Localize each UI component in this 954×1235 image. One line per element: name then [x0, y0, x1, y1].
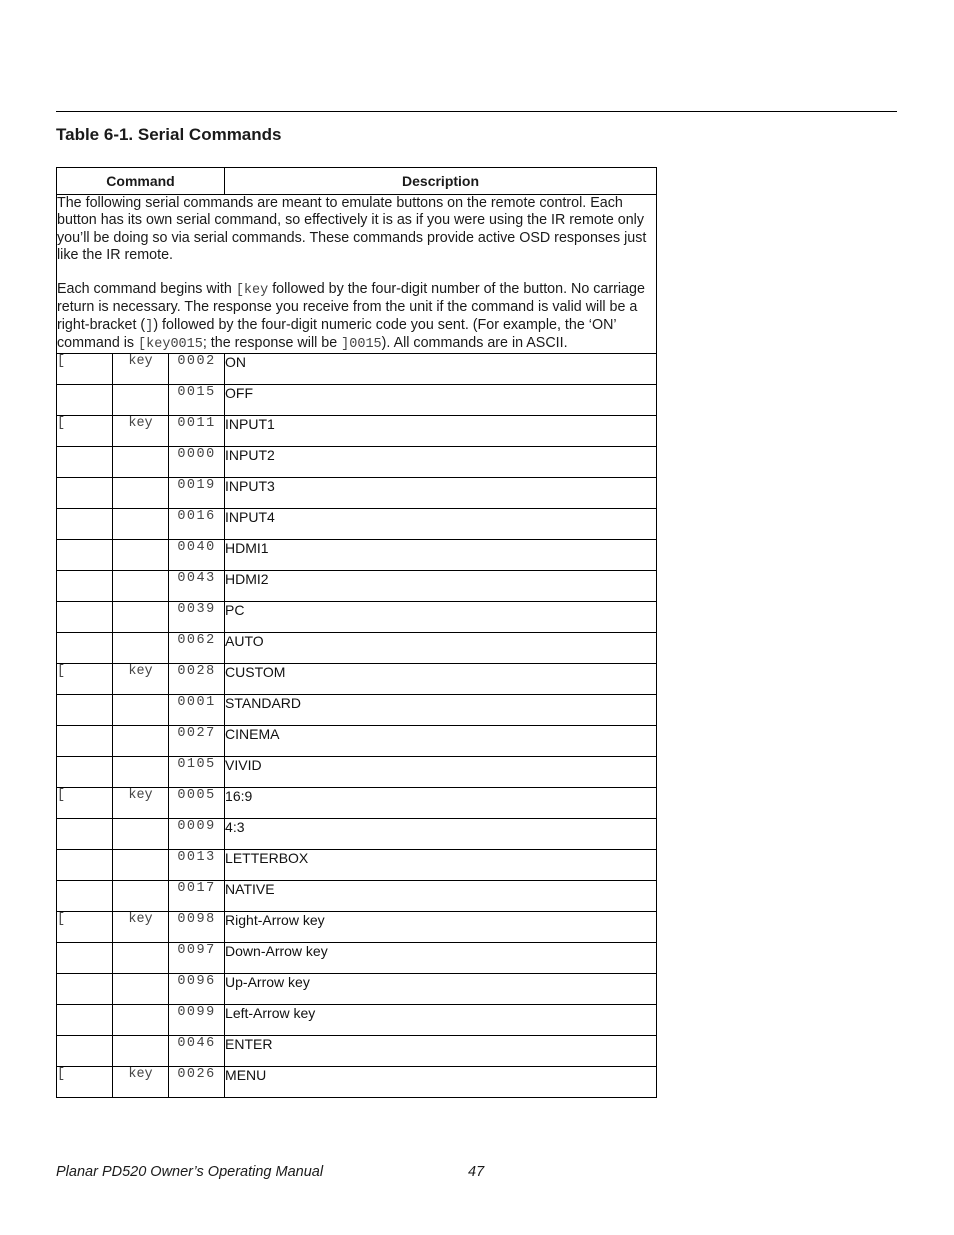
table-row: [57, 974, 657, 1005]
table-row: [57, 1036, 657, 1067]
code-cell: 0097: [169, 943, 225, 974]
description-cell: CINEMA: [225, 726, 657, 757]
table-row: [57, 695, 657, 726]
description-cell: LETTERBOX: [225, 850, 657, 881]
key-cell: [113, 974, 169, 1005]
key-cell: [113, 850, 169, 881]
code-cell: 0015: [169, 385, 225, 416]
table-row: [57, 416, 657, 447]
key-cell: key: [113, 416, 169, 447]
table-row: [57, 540, 657, 571]
code-cell: 0013: [169, 850, 225, 881]
inline-code: [key0015: [138, 337, 203, 353]
key-cell: key: [113, 912, 169, 943]
key-cell: [113, 943, 169, 974]
code-cell: 0001: [169, 695, 225, 726]
bracket-cell: [: [57, 354, 113, 385]
code-cell: 0027: [169, 726, 225, 757]
bracket-cell: [57, 819, 113, 850]
key-cell: key: [113, 354, 169, 385]
key-cell: [113, 478, 169, 509]
bracket-cell: [57, 478, 113, 509]
description-cell: INPUT3: [225, 478, 657, 509]
description-cell: PC: [225, 602, 657, 633]
header-rule: [56, 111, 897, 112]
intro-row: [57, 195, 657, 354]
description-cell: Left-Arrow key: [225, 1005, 657, 1036]
description-cell: STANDARD: [225, 695, 657, 726]
code-cell: 0016: [169, 509, 225, 540]
code-cell: 0011: [169, 416, 225, 447]
table-row: [57, 881, 657, 912]
footer-manual-title: Planar PD520 Owner’s Operating Manual: [56, 1164, 324, 1180]
key-cell: [113, 509, 169, 540]
description-cell: 4:3: [225, 819, 657, 850]
bracket-cell: [: [57, 912, 113, 943]
key-cell: [113, 385, 169, 416]
key-cell: [113, 602, 169, 633]
table-row: [57, 664, 657, 695]
intro-text: ). All commands are in ASCII.: [381, 335, 568, 352]
code-cell: 0099: [169, 1005, 225, 1036]
code-cell: 0019: [169, 478, 225, 509]
code-cell: 0043: [169, 571, 225, 602]
bracket-cell: [57, 757, 113, 788]
table-row: [57, 447, 657, 478]
description-cell: INPUT2: [225, 447, 657, 478]
bracket-cell: [57, 602, 113, 633]
code-cell: 0040: [169, 540, 225, 571]
code-cell: 0039: [169, 602, 225, 633]
table-row: [57, 571, 657, 602]
bracket-cell: [57, 540, 113, 571]
code-cell: 0005: [169, 788, 225, 819]
bracket-cell: [: [57, 1067, 113, 1098]
bracket-cell: [57, 633, 113, 664]
bracket-cell: [57, 881, 113, 912]
code-cell: 0009: [169, 819, 225, 850]
key-cell: key: [113, 788, 169, 819]
code-cell: 0000: [169, 447, 225, 478]
description-cell: HDMI1: [225, 540, 657, 571]
key-cell: [113, 633, 169, 664]
intro-text: ) followed by the four-digit numeric code you sent. (For example, the ‘ON’ command is: [57, 316, 617, 352]
serial-commands-table: [56, 167, 657, 1098]
code-cell: 0098: [169, 912, 225, 943]
code-cell: 0046: [169, 1036, 225, 1067]
description-cell: NATIVE: [225, 881, 657, 912]
description-cell: INPUT4: [225, 509, 657, 540]
description-column-header: Description: [225, 168, 657, 195]
intro-text: ; the response will be: [202, 335, 342, 352]
key-cell: key: [113, 664, 169, 695]
key-cell: [113, 757, 169, 788]
table-row: [57, 1005, 657, 1036]
table-row: [57, 354, 657, 385]
description-cell: OFF: [225, 385, 657, 416]
description-cell: CUSTOM: [225, 664, 657, 695]
table-caption: Table 6-1. Serial Commands: [56, 125, 282, 144]
table-row: [57, 757, 657, 788]
table-row: [57, 819, 657, 850]
table-row: [57, 478, 657, 509]
key-cell: [113, 881, 169, 912]
table-header-row: [57, 168, 657, 195]
table-row: [57, 509, 657, 540]
table-row: [57, 1067, 657, 1098]
description-cell: ON: [225, 354, 657, 385]
code-cell: 0096: [169, 974, 225, 1005]
bracket-cell: [57, 974, 113, 1005]
description-cell: MENU: [225, 1067, 657, 1098]
table-row: [57, 633, 657, 664]
bracket-cell: [57, 385, 113, 416]
table-row: [57, 850, 657, 881]
code-cell: 0017: [169, 881, 225, 912]
description-cell: Down-Arrow key: [225, 943, 657, 974]
bracket-cell: [57, 850, 113, 881]
code-cell: 0105: [169, 757, 225, 788]
bracket-cell: [57, 943, 113, 974]
code-cell: 0026: [169, 1067, 225, 1098]
code-cell: 0062: [169, 633, 225, 664]
description-cell: AUTO: [225, 633, 657, 664]
key-cell: [113, 1036, 169, 1067]
description-cell: Right-Arrow key: [225, 912, 657, 943]
description-cell: Up-Arrow key: [225, 974, 657, 1005]
table-row: [57, 912, 657, 943]
intro-cell: [57, 195, 657, 354]
bracket-cell: [: [57, 664, 113, 695]
bracket-cell: [: [57, 788, 113, 819]
key-cell: [113, 447, 169, 478]
table-row: [57, 385, 657, 416]
description-cell: ENTER: [225, 1036, 657, 1067]
description-cell: HDMI2: [225, 571, 657, 602]
bracket-cell: [57, 1005, 113, 1036]
bracket-cell: [57, 726, 113, 757]
description-cell: INPUT1: [225, 416, 657, 447]
key-cell: [113, 726, 169, 757]
description-cell: VIVID: [225, 757, 657, 788]
bracket-cell: [57, 571, 113, 602]
table-row: [57, 726, 657, 757]
intro-text: Each command begins with: [57, 281, 236, 298]
intro-text: followed by the four-digit number of the button. No carriage return is necessary. The response you receive from the unit if the command is valid will be a right-bracket (: [57, 281, 645, 333]
key-cell: key: [113, 1067, 169, 1098]
bracket-cell: [57, 695, 113, 726]
key-cell: [113, 819, 169, 850]
table-row: [57, 602, 657, 633]
key-cell: [113, 695, 169, 726]
bracket-cell: [57, 1036, 113, 1067]
bracket-cell: [: [57, 416, 113, 447]
bracket-cell: [57, 509, 113, 540]
intro-paragraph-1: The following serial commands are meant to emulate buttons on the remote control. Each button has its own serial command, so effectively it is as if you were using the IR remote only you’ll be doing so via serial commands. These commands provide active OSD responses just like the IR remote.: [57, 195, 647, 263]
code-cell: 0028: [169, 664, 225, 695]
bracket-cell: [57, 447, 113, 478]
inline-code: [key: [235, 283, 269, 299]
intro-paragraph-2: [57, 281, 656, 353]
footer-page-number: 47: [468, 1164, 485, 1180]
description-cell: 16:9: [225, 788, 657, 819]
command-column-header: Command: [57, 168, 225, 195]
table-row: [57, 788, 657, 819]
code-cell: 0002: [169, 354, 225, 385]
inline-code: ]: [145, 318, 154, 334]
table-row: [57, 943, 657, 974]
key-cell: [113, 571, 169, 602]
key-cell: [113, 540, 169, 571]
key-cell: [113, 1005, 169, 1036]
inline-code: ]0015: [341, 337, 382, 353]
